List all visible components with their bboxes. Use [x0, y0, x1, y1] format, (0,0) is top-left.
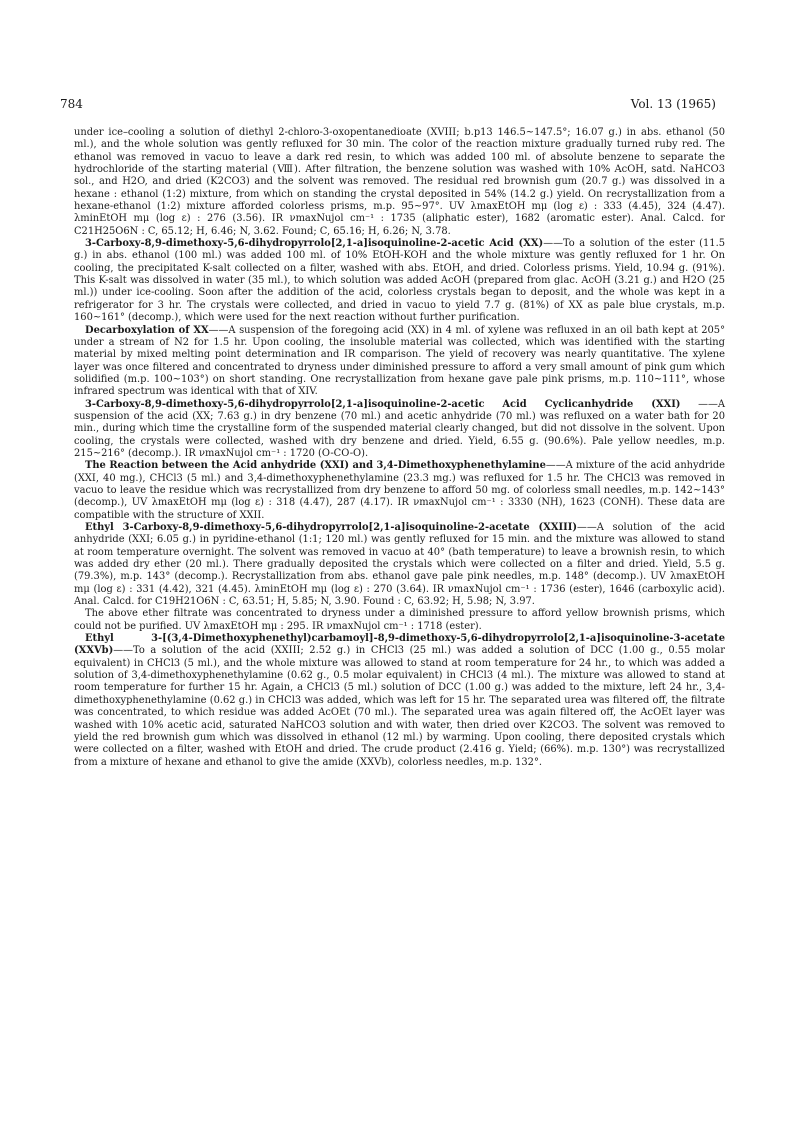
paragraph — [74, 238, 725, 324]
paragraph — [74, 325, 725, 399]
paragraph-text: ——A suspension of the foregoing acid (XX) in 4 ml. of xylene was refluxed in an oil bath kept at 205° under a stream of N2 for 1.5 hr. Upon cooling, the insoluble material was collected, which was identified with the starting material by mixed melting point determination and IR comparison. The yield of recovery was nearly quantitative. The xylene layer was once filtered and concentrated to dryness under diminished pressure to afford a very small amount of pink gum which solidified (m.p. 100~103°) on short standing. One recrystallization from hexane gave pale pink prisms, m.p. 110~111°, whose infrared spectrum was identical with that of XIV. — [74, 324, 726, 398]
paragraph-text: ——A solution of the acid anhydride (XXI; 6.05 g.) in pyridine-ethanol (1:1; 120 ml.) was gently refluxed for 15 min. and the mixture was allowed to stand at room temperature overnight. The solvent was removed in vacuo at 40° (bath temperature) to leave a brownish resin, to which was added dry ether (20 ml.). There gradually deposited the crystals which were collected on a filter and dried. Yield, 5.5 g. (79.3%), m.p. 143° (decomp.). Recrystallization from abs. ethanol gave pale pink needles, m.p. 148° (decomp.). UV λmaxEtOH mμ (log ε) : 331 (4.42), 321 (4.45). λminEtOH mμ (log ε) : 270 (3.64). IR νmaxNujol cm⁻¹ : 1736 (ester), 1646 (carboxylic acid). Anal. Calcd. for C19H21O6N : C, 63.51; H, 5.85; N, 3.90. Found : C, 63.92; H, 5.98; N, 3.97. — [74, 522, 726, 608]
section-heading: Ethyl 3-Carboxy-8,9-dimethoxy-5,6-dihydropyrrolo[2,1-a]isoquinoline-2-acetate (XXIII) — [85, 522, 578, 533]
section-heading: 3-Carboxy-8,9-dimethoxy-5,6-dihydropyrrolo[2,1-a]isoquinoline-2-acetic Acid Cyclicanhydride (XXI) — [85, 398, 681, 410]
section-heading: The Reaction between the Acid anhydride (XXI) and 3,4-Dimethoxyphenethylamine — [85, 460, 546, 472]
page-number: 784 — [60, 97, 83, 111]
paragraph — [74, 460, 725, 522]
page-header — [50, 97, 716, 117]
section-heading: Ethyl 3-[(3,4-Dimethoxyphenethyl)carbamoyl]-8,9-dimethoxy-5,6-dihydropyrrolo[2,1-a]isoquinoline-3-acetate (XXVb) — [74, 633, 725, 657]
paragraph-text: ——A mixture of the acid anhydride (XXI, 40 mg.), CHCl3 (5 ml.) and 3,4-dimethoxyphenethylamine (23.3 mg.) was refluxed for 1.5 hr. The CHCl3 was removed in vacuo to leave the residue which was recrystallized from dry benzene to afford 50 mg. of colorless small needles, m.p. 142~143° (decomp.), UV λmaxEtOH mμ (log ε) : 318 (4.47), 287 (4.17). IR νmaxNujol cm⁻¹ : 3330 (NH), 1623 (CONH). These data are compatible with the structure of XXII. — [74, 460, 725, 521]
article-body — [74, 127, 725, 769]
paragraph-text: ——To a solution of the ester (11.5 g.) in abs. ethanol (100 ml.) was added 100 ml. of 10% EtOH-KOH and the whole mixture was gently refluxed for 1 hr. On cooling, the precipitated K-salt collected on a filter, washed with abs. EtOH, and dried. Colorless prisms. Yield, 10.94 g. (91%). This K-salt was dissolved in water (35 ml.), to which solution was added AcOH (prepared from glac. AcOH (3.21 g.) and H2O (25 ml.)) under ice-cooling. Soon after the addition of the acid, colorless crystals began to deposit, and the whole was kept in a refrigerator for 3 hr. The crystals were collected, and dried in vacuo to yield 7.7 g. (81%) of XX as pale blue crystals, m.p. 160~161° (decomp.), which were used for the next reaction without further purification. — [74, 238, 725, 324]
paragraph-text: The above ether filtrate was concentrated to dryness under a diminished pressure to afford yellow brownish prisms, which could not be purified. UV λmaxEtOH mμ : 295. IR νmaxNujol cm⁻¹ : 1718 (ester). — [74, 608, 725, 632]
paragraph — [74, 399, 725, 461]
paragraph — [74, 633, 725, 769]
paragraph — [74, 522, 725, 608]
volume-info: Vol. 13 (1965) — [630, 97, 716, 111]
paragraph-text: ——A suspension of the acid (XX; 7.63 g.) in dry benzene (70 ml.) and acetic anhydride (70 ml.) was refluxed on a water bath for 20 min., during which time the crystalline form of the suspended material clearly changed, but did not dissolve in the solvent. Upon cooling, the crystals were collected, washed with dry benzene and dried. Yield, 6.55 g. (90.6%). Pale yellow needles, m.p. 215~216° (decomp.). IR νmaxNujol cm⁻¹ : 1720 (O-CO-O). — [74, 398, 725, 459]
paragraph-text: ——To a solution of the acid (XXIII; 2.52 g.) in CHCl3 (25 ml.) was added a solution of DCC (1.00 g., 0.55 molar equivalent) in CHCl3 (5 ml.), and the whole mixture was allowed to stand at room temperature for 24 hr., to which was added a solution of 3,4-dimethoxyphenethylamine (0.62 g., 0.5 molar equivalent) in CHCl3 (4 ml.). The mixture was allowed to stand at room temperature for further 15 hr. Again, a CHCl3 (5 ml.) solution of DCC (1.00 g.) was added to the mixture, left 24 hr., 3,4-dimethoxyphenethylamine (0.62 g.) in CHCl3 was added, which was left for 15 hr. The separated urea was filtered off, the filtrate was concentrated, to which residue was added AcOEt (70 ml.). The separated urea was again filtered off, the AcOEt layer was washed with 10% acetic acid, saturated NaHCO3 solution and with water, then dried over K2CO3. The solvent was removed to yield the red brownish gum which was dissolved in ethanol (12 ml.) by warming. Upon cooling, there deposited crystals which were collected on a filter, washed with EtOH and dried. The crude product (2.416 g. Yield; (66%). m.p. 130°) was recrystallized from a mixture of hexane and ethanol to give the amide (XXVb), colorless needles, m.p. 132°. — [74, 645, 725, 768]
section-heading: Decarboxylation of XX — [85, 324, 209, 336]
paragraph-text: under ice–cooling a solution of diethyl 2-chloro-3-oxopentanedioate (XVIII; b.p13 146.5~147.5°; 16.07 g.) in abs. ethanol (50 ml.), and the whole solution was gently refluxed for 30 min. The color of the reaction mixture gradually turned ruby red. The ethanol was removed in vacuo to leave a dark red resin, to which was added 100 ml. of absolute benzene to separate the hydrochloride of the starting material (Ⅷ). After filtration, the benzene solution was washed with 10% AcOH, satd. NaHCO3 sol., and H2O, and dried (K2CO3) and the solvent was removed. The residual red brownish gum (20.7 g.) was dissolved in a hexane : ethanol (1:2) mixture, from which on standing the crystal deposited in 54% (14.2 g.) yield. On recrystallization from a hexane-ethanol (1:2) mixture afforded colorless prisms, m.p. 95~97°. UV λmaxEtOH mμ (log ε) : 333 (4.45), 324 (4.47). λminEtOH mμ (log ε) : 276 (3.56). IR νmaxNujol cm⁻¹ : 1735 (aliphatic ester), 1682 (aromatic ester). Anal. Calcd. for C21H25O6N : C, 65.12; H, 6.46; N, 3.62. Found; C, 65.16; H, 6.26; N, 3.78. — [74, 127, 725, 237]
paragraph — [74, 608, 725, 633]
section-heading: 3-Carboxy-8,9-dimethoxy-5,6-dihydropyrrolo[2,1-a]isoquinoline-2-acetic Acid (XX) — [85, 238, 544, 250]
paragraph — [74, 127, 725, 238]
